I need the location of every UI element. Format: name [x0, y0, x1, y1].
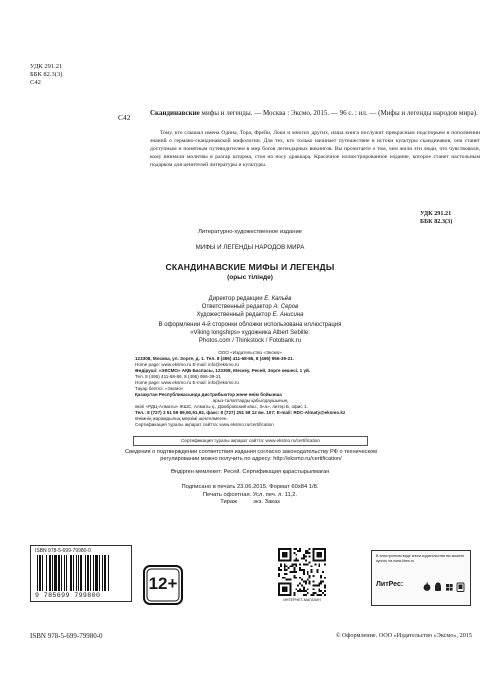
publisher-info-block [135, 350, 365, 428]
bottom-isbn: ISBN 978-5-699-79980-0 [30, 632, 103, 640]
credit-name: Е. Анисина [272, 311, 304, 318]
bbk-code-right: ББК 82.3(3) [420, 218, 453, 225]
book-subtitle: (орыс тілінде) [227, 274, 273, 281]
publisher-line: Тел. 8 (495) 411-68-86, 8 (495) 956-39-21 [135, 374, 221, 379]
qr-code-block [272, 548, 332, 606]
android-icon [435, 582, 441, 591]
barcode-isbn-label: ISBN 978-5-699-79980-0 [35, 548, 91, 554]
qr-code-icon [277, 548, 327, 596]
genre-label: Литературно-художественное издание [198, 229, 302, 235]
ereader-icon [457, 583, 464, 592]
credit-role: Ответственный редактор [201, 303, 274, 310]
credit-art-editor [60, 312, 440, 320]
barcode-number: 9 785699 799800 [35, 592, 101, 599]
cover-note-line: «Viking longships» художника Albert Sebille: [190, 329, 310, 336]
publisher-line: Home page: www.eksmo.ru E-mail: info@eksmo.ru [135, 380, 239, 385]
bibliographic-record [150, 109, 480, 118]
publisher-line: арыз-талаптарды қабылдаушының [212, 398, 288, 403]
cover-note-line: Photos.com / Thinkstock / Fotobank.ru [198, 337, 302, 344]
credit-name: Е. Капьёв [264, 296, 292, 302]
udk-code: УДК 291.21 [30, 63, 63, 70]
bibliographic-title: Скандинавские [150, 109, 200, 117]
publisher-line: Сертификация туралы ақпарат сайтта: www.eksmo.ru/certification [135, 422, 274, 427]
udk-code-right: УДК 291.21 [420, 210, 452, 217]
credit-name: А. Серов [273, 303, 299, 310]
credit-role: Художественный редактор [196, 311, 273, 318]
age-rating-text: 12+ [148, 574, 178, 593]
book-title: СКАНДИНАВСКИЕ МИФЫ И ЛЕГЕНДЫ [165, 262, 335, 272]
publisher-line: ООО «Издательство «Эксмо» [218, 350, 282, 355]
print-info [150, 484, 350, 507]
credits-block [60, 296, 440, 319]
credit-director [60, 296, 440, 304]
isbn-barcode [30, 545, 132, 602]
cover-note-line: В оформлении 4-й сторонки обложки использована иллюстрация [158, 322, 342, 328]
print-info-line: Тираж экз. Заказ [220, 499, 280, 506]
publisher-line: Тауар белгісі: «Эксмо» [135, 386, 184, 391]
credit-role: Директор редакции [208, 296, 265, 302]
publisher-line: Өндіруші: «ЭКСМО» АҚБ Баспасы, 123308, Мәскеу, Ресей, Зорге көшесі, 1 үй. [135, 368, 311, 373]
certification-note: Сведения о подтверждении соответствия издания согласно законодательству РФ о техническом регулировании можно получить по адресу: http://eksmo.ru/certification/ [125, 449, 377, 463]
windows-icon [446, 584, 453, 591]
certification-box: Сертификация туралы ақпарат сайтта: www.eksmo.ru/certification [133, 436, 368, 446]
publisher-line: өкілі «РДЦ-Алматы» ЖШС, Алматы қ., Домбровский көш., 3«а», литер Б, офис 1. [135, 404, 308, 409]
publisher-line: Home page: www.eksmo.ru E-mail: info@eksmo.ru [135, 362, 239, 367]
litres-ad-text: В электронном виде книги издательства вы можете купить на www.litres.ru [376, 554, 465, 563]
litres-logo: ЛитРес: [376, 581, 404, 588]
publisher-line: 123308, Москва, ул. Зорге, д. 1. Тел. 8 (495) 411-68-86, 8 (495) 956-39-21. [135, 356, 294, 361]
print-info-line: Печать офсетная. Усл. печ. л. 11,2. [202, 491, 298, 498]
litres-ad-box [371, 550, 471, 606]
author-sign: С42 [30, 79, 41, 87]
qr-caption: ИНТЕРНЕТ-МАГАЗИН [283, 598, 321, 602]
print-info-line: Подписано в печать 23.06.2015. Формат 60x84 1/8. [181, 484, 319, 490]
publisher-line: Тел.: 8 (727) 2 51 59 89,90,91,92, факс: 8 (727) 251 58 12 вн. 107; E-mail: RDC-Almaty@eksmo.kz [135, 410, 346, 415]
publisher-line: Қазақстан Республикасында дистрибьютор және өнім бойынша [135, 392, 282, 397]
bottom-copyright: © Оформление. ООО «Издательство «Эксмо», 2015 [335, 632, 472, 639]
barcode-bars-icon [37, 555, 125, 591]
bibliographic-details: мифы и легенды. — Москва : Эксмо, 2015. — 96 с. : ил. — (Мифы и легенды народов мира). [199, 109, 478, 117]
cover-illustration-note [60, 322, 440, 345]
publisher-line: Өнімнің жарамдылық мерзімі шектелмеген. [135, 416, 228, 421]
platform-icons [422, 582, 468, 592]
bbk-code: ББК 82.3(3) [30, 71, 63, 79]
apple-icon [424, 583, 431, 591]
author-sign-label: С42 [118, 113, 131, 122]
series-title: МИФЫ И ЛЕГЕНДЫ НАРОДОВ МИРА [195, 244, 305, 251]
book-abstract: Тому, кто слышал имена Одина, Тора, Фрейи, Локи и многих других, наша книга послужит прекрасным подспорьем в пополнении знаний о германо-скандинавской мифологии. Для тех, кто только начинает путешествие в истоки культуры скандинавов, она станет доступным и понятным путеводителем в мир богов легендарных викингов. Вы прочитаете о том, чем жили эти люди, что чувствовали, кому внимали молитвы в разгар шторма, стоя на носу драккара. Красочное иллюстрированное издание, которое станет настольным подарком для ценителей литературы и культуры. [150, 130, 480, 168]
production-country-note: Өндірген мемлекет: Ресей. Сертификация қарастырылмаған [170, 469, 330, 475]
udk-header-block [30, 63, 90, 88]
age-rating-badge [143, 565, 183, 605]
udk-footer-block [420, 210, 480, 226]
credit-editor [60, 304, 440, 312]
